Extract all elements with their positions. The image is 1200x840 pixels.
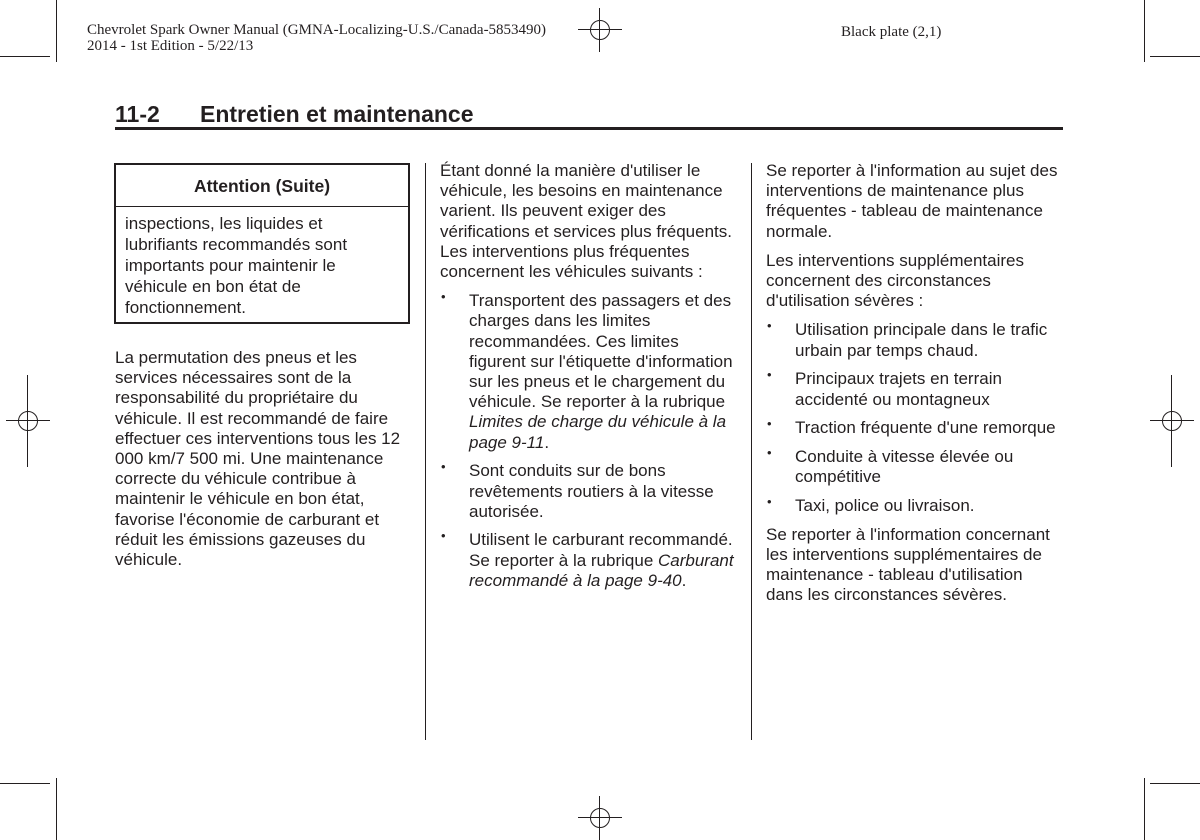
list-item bbox=[766, 493, 1063, 516]
column-2-bullet-list bbox=[440, 291, 735, 591]
registration-tick-left-top bbox=[27, 375, 28, 399]
crop-mark-top-right-horizontal bbox=[1150, 56, 1200, 57]
registration-mark-bottom bbox=[578, 796, 622, 840]
column-1-paragraph: La permutation des pneus et les services nécessaires sont de la responsabilité du propriétaire du véhicule. Il est recommandé de faire effectuer ces interventions tous les 12 000 km/7 500 mi. Une maintenance correcte du véhicule contribue à maintenir le véhicule en bon état, favorise l'économie de carburant et réduit les émissions gazeuses du véhicule. bbox=[115, 348, 401, 570]
registration-mark-left bbox=[6, 399, 50, 443]
crop-mark-top-left-vertical bbox=[56, 0, 57, 62]
column-3 bbox=[766, 161, 1063, 614]
column-divider-1 bbox=[425, 163, 426, 740]
crop-mark-bottom-left-horizontal bbox=[0, 783, 50, 784]
column-3-paragraph-2: Les interventions supplémentaires concernent des circonstances d'utilisation sévères : bbox=[766, 250, 1024, 311]
column-2 bbox=[440, 161, 735, 600]
header-edition: 2014 - 1st Edition - 5/22/13 bbox=[87, 38, 254, 54]
column-3-paragraph-1: Se reporter à l'information au sujet des interventions de maintenance plus fréquentes - tableau de maintenance normale. bbox=[766, 161, 1058, 241]
header-plate: Black plate (2,1) bbox=[841, 24, 942, 40]
header-manual-title: Chevrolet Spark Owner Manual (GMNA-Localizing-U.S./Canada-5853490) bbox=[87, 22, 547, 38]
column-3-bullet-list bbox=[766, 320, 1063, 516]
crop-mark-top-left-horizontal bbox=[0, 56, 50, 57]
list-item bbox=[440, 461, 735, 522]
column-2-intro: Étant donné la manière d'utiliser le véhicule, les besoins en maintenance varient. Ils peuvent exiger des vérifications et services plus fréquents. Les interventions plus fréquentes concernent les véhicules suivants : bbox=[440, 161, 732, 282]
section-title: Entretien et maintenance bbox=[200, 101, 474, 127]
list-item-text: Principaux trajets en terrain accidenté ou montagneux bbox=[795, 369, 1002, 409]
list-item bbox=[766, 444, 1063, 487]
list-item-end: . bbox=[544, 432, 550, 452]
registration-mark-top bbox=[578, 8, 622, 52]
list-item-text: Conduite à vitesse élevée ou compétitive bbox=[795, 446, 1014, 487]
list-item-text: Utilisation principale dans le trafic urbain par temps chaud. bbox=[795, 320, 1048, 360]
attention-box-title: Attention (Suite) bbox=[116, 165, 408, 207]
bullet-icon: • bbox=[441, 289, 446, 305]
list-item-end: . bbox=[681, 570, 687, 590]
list-item bbox=[440, 530, 735, 591]
section-number: 11-2 bbox=[115, 101, 160, 127]
bullet-icon: • bbox=[441, 459, 446, 475]
list-item-text: Utilisent le carburant recommandé. Se reporter à la rubrique bbox=[469, 530, 733, 570]
column-divider-2 bbox=[751, 163, 752, 740]
registration-mark-right bbox=[1150, 399, 1194, 443]
bullet-icon: • bbox=[441, 528, 446, 544]
bullet-icon: • bbox=[767, 416, 772, 432]
crop-mark-bottom-right-horizontal bbox=[1150, 783, 1200, 784]
cross-reference-link[interactable]: Carburant recommandé à la page 9-40 bbox=[469, 550, 734, 590]
list-item-text: Transportent des passagers et des charges dans les limites recommandées. Ces limites figurent sur l'étiquette d'information sur les pneus et le chargement du véhicule. Se reporter à la rubrique bbox=[469, 291, 733, 412]
crop-mark-bottom-left-vertical bbox=[56, 778, 57, 840]
attention-box bbox=[114, 163, 410, 324]
registration-tick-left-bottom bbox=[27, 443, 28, 467]
list-item bbox=[766, 369, 1063, 409]
bullet-icon: • bbox=[767, 318, 772, 334]
crop-mark-bottom-right-vertical bbox=[1144, 778, 1145, 840]
cross-reference-link[interactable]: Limites de charge du véhicule à la page 9-11 bbox=[469, 412, 727, 452]
registration-tick-right-bottom bbox=[1171, 443, 1172, 467]
list-item bbox=[440, 291, 735, 453]
registration-tick-right-top bbox=[1171, 375, 1172, 399]
list-item bbox=[766, 418, 1063, 438]
section-rule bbox=[115, 127, 1063, 130]
crop-mark-top-right-vertical bbox=[1144, 0, 1145, 62]
list-item bbox=[766, 320, 1063, 360]
bullet-icon: • bbox=[767, 493, 772, 509]
list-item-text: Taxi, police ou livraison. bbox=[795, 495, 975, 515]
column-3-paragraph-3: Se reporter à l'information concernant les interventions supplémentaires de maintenance - tableau d'utilisation dans les circonstances sévères. bbox=[766, 524, 1050, 605]
bullet-icon: • bbox=[767, 367, 772, 383]
attention-box-body: inspections, les liquides et lubrifiants recommandés sont importants pour maintenir le véhicule en bon état de fonctionnement. bbox=[125, 214, 348, 317]
list-item-text: Traction fréquente d'une remorque bbox=[795, 418, 1056, 438]
bullet-icon: • bbox=[767, 444, 772, 460]
list-item-text: Sont conduits sur de bons revêtements routiers à la vitesse autorisée. bbox=[469, 461, 714, 521]
